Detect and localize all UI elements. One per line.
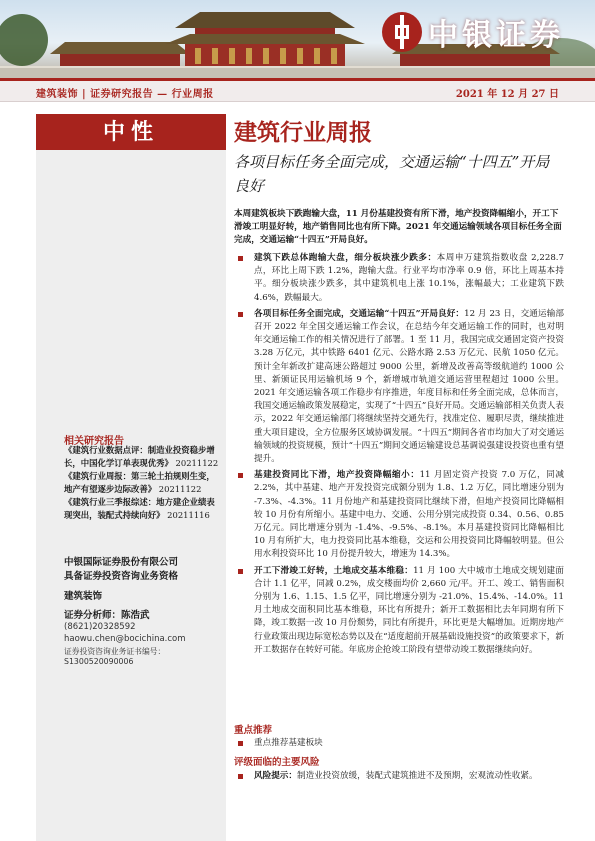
bullet-square-icon: [238, 312, 243, 317]
bullet-square-icon: [238, 569, 243, 574]
risk-item: [234, 770, 564, 783]
bullet-square-icon: [238, 774, 243, 779]
bullet-square-icon: [238, 256, 243, 261]
info-bar: [0, 81, 595, 102]
related-reports-list: [64, 444, 222, 522]
list-item[interactable]: [64, 444, 222, 470]
brand-name: 中银证券: [428, 18, 564, 53]
risk-lead: 风险提示：: [254, 771, 297, 781]
boc-logo-icon: [382, 12, 422, 52]
key-recommendation-heading: 重点推荐: [234, 725, 273, 736]
list-item[interactable]: [64, 470, 222, 496]
analyst-name: 证券分析师：陈浩武: [64, 610, 150, 621]
bullet-square-icon: [238, 473, 243, 478]
key-recommendation-item: [234, 737, 564, 750]
header-banner: [0, 0, 595, 78]
related-report-title: 《建筑行业三季报综述：地方建企业绩表现突出，装配式持续向好》: [64, 497, 215, 520]
list-item[interactable]: [64, 496, 222, 522]
related-reports-heading: 相关研究报告: [64, 436, 124, 447]
bullet-text: 11 月 100 大中城市土地成交规划建面合计 1.1 亿平，同减 0.2%，成交楼面均价 2,660 元/平。开工、竣工、销售面积分别为 1.6、1.15、1.5 亿平，同比增速分别为 -21.0%、15.4%、-14.0%。11 月土地成交面积同比基本维稳，环比有所提升；新开工数据相比去年同期有所下降，竣工数据一改 10 月份颓势，同比有所提升，环比更是大幅增加。近期房地产行业政策出现边际宽松态势以及在“适度超前开展基础设施投资”的政策要求下，新开工数据存在转好可能。年底房企抢竣工阶段有望带动竣工数据继续向好。: [254, 565, 564, 655]
risk-heading: 评级面临的主要风险: [234, 757, 320, 768]
key-points: [234, 252, 564, 660]
list-item: [234, 252, 564, 305]
bullet-text: 12 月 23 日，交通运输部召开 2022 年全国交通运输工作会议，在总结今年交通运输工作的同时，也对明年交通运输工作的相关情况进行了部署。1 至 11 月，我国完成交通固定资产投资 3.28 万亿元，其中铁路 6401 亿元、公路水路 2.53 万亿元、民航 1050 亿元。预计全年新改扩建高速公路超过 9000 公里，新增及改善高等级航道约 1000 公里、新颁证民用运输机场 9 个，新增城市轨道交通运营里程超过 1000 公里。2021 年交通运输各项工作稳步有序推进，年度目标和任务全面完成，总体而言，我国交通运输政策发展稳定，实现了“十四五”良好开局。交通运输部相关负责人表示，2022 年交通运输部门将继续坚持交通先行，找准定位、履职尽责，继续推进重大项目建设，全方位服务区域协调发展。“十四五”期间各省市均加大了对交通运输领域的投资规模，预计“十四五”期间交通运输建设总基调说强建设投资也重有望提升。: [254, 308, 564, 465]
bullet-text: 本周申万建筑指数收盘 2,228.7 点，环比上周下跌 1.2%，跑输大盘。行业平均市净率 0.9 倍，环比上周基本持平。细分板块涨少跌多，其中建筑机电上涨 10.1%，涨幅最大；工业建筑下跌 4.6%，跌幅最大。: [254, 253, 564, 303]
sector-label: 建筑装饰: [64, 591, 103, 602]
related-report-title: 《建筑行业数据点评：制造业投资稳步增长，中国化学订单表现优秀》: [64, 445, 215, 468]
analyst-email: haowu.chen@bocichina.com: [64, 634, 186, 644]
report-date: 2021 年 12 月 27 日: [455, 89, 559, 100]
company-name: 中银国际证券股份有限公司: [64, 557, 179, 568]
report-summary: 本周建筑板块下跌跑输大盘，11 月份基建投资有所下滑，地产投资降幅缩小，开工下滑竣工明显好转，地产销售同比也有所下降。2021 年交通运输领域各项目标任务全面完成，交通运输“十四五”开局良好。: [234, 209, 562, 245]
related-report-date: 20211122: [175, 458, 219, 468]
list-item: [234, 565, 564, 657]
page-title: 建筑行业周报: [234, 120, 372, 146]
related-report-title: 《建筑行业周报：第三轮土拍规则生变，地产有望逐步边际改善》: [64, 471, 215, 494]
brand: [382, 10, 564, 54]
bullet-lead: 基建投资同比下滑，地产投资降幅缩小：: [254, 470, 420, 481]
related-report-date: 20211116: [167, 510, 210, 520]
list-item: [234, 308, 564, 466]
bullet-square-icon: [238, 741, 243, 746]
bullet-lead: 各项目标任务全面完成，交通运输“十四五”开局良好：: [254, 308, 465, 319]
analyst-license: 证券投资咨询业务证书编号：S1300520090006: [64, 647, 166, 666]
company-block: [64, 556, 178, 584]
analyst-phone: (8621)20328592: [64, 622, 136, 632]
bullet-lead: 开工下滑竣工好转，土地成交基本维稳：: [254, 565, 414, 576]
company-qualification: 具备证券投资咨询业务资格: [64, 571, 179, 582]
page-subtitle: 各项目标任务全面完成，交通运输“十四五”开局良好: [234, 153, 550, 195]
bullet-lead: 建筑下跌总体跑输大盘，细分板块涨少跌多：: [254, 253, 437, 263]
bullet-text: 11 月固定资产投资 7.0 万亿，同减 2.2%，其中基建、地产开发投资完成额分别为 1.8、1.2 万亿，同比增速分别为 -7.3%、-4.3%。11 月份地产和基建投资同比继续下滑，但地产投资同比降幅相较 10 月份有所缩小。基建中电力、交通、公用分别完成投资 0.34、0.56、0.85 万亿元。同比增速分别为 -1.4%、-9.5%、-8.1%。本月基建投资同比降幅相比 10 月有所扩大，电力投资同比基本维稳，交运和公用投资同比降幅较明显。但公用水利投资环比 10 月份提升较大，增速为 14.3%。: [254, 470, 564, 560]
report-category: 建筑装饰 | 证券研究报告 — 行业周报: [36, 89, 214, 100]
key-recommendation-text: 重点推荐基建板块: [254, 738, 323, 748]
list-item: [234, 469, 564, 561]
rating-badge: 中性: [36, 114, 226, 150]
related-report-date: 20211122: [158, 484, 202, 494]
risk-text: 制造业投资放缓，装配式建筑推进不及预期，宏观流动性收紧。: [296, 771, 538, 781]
